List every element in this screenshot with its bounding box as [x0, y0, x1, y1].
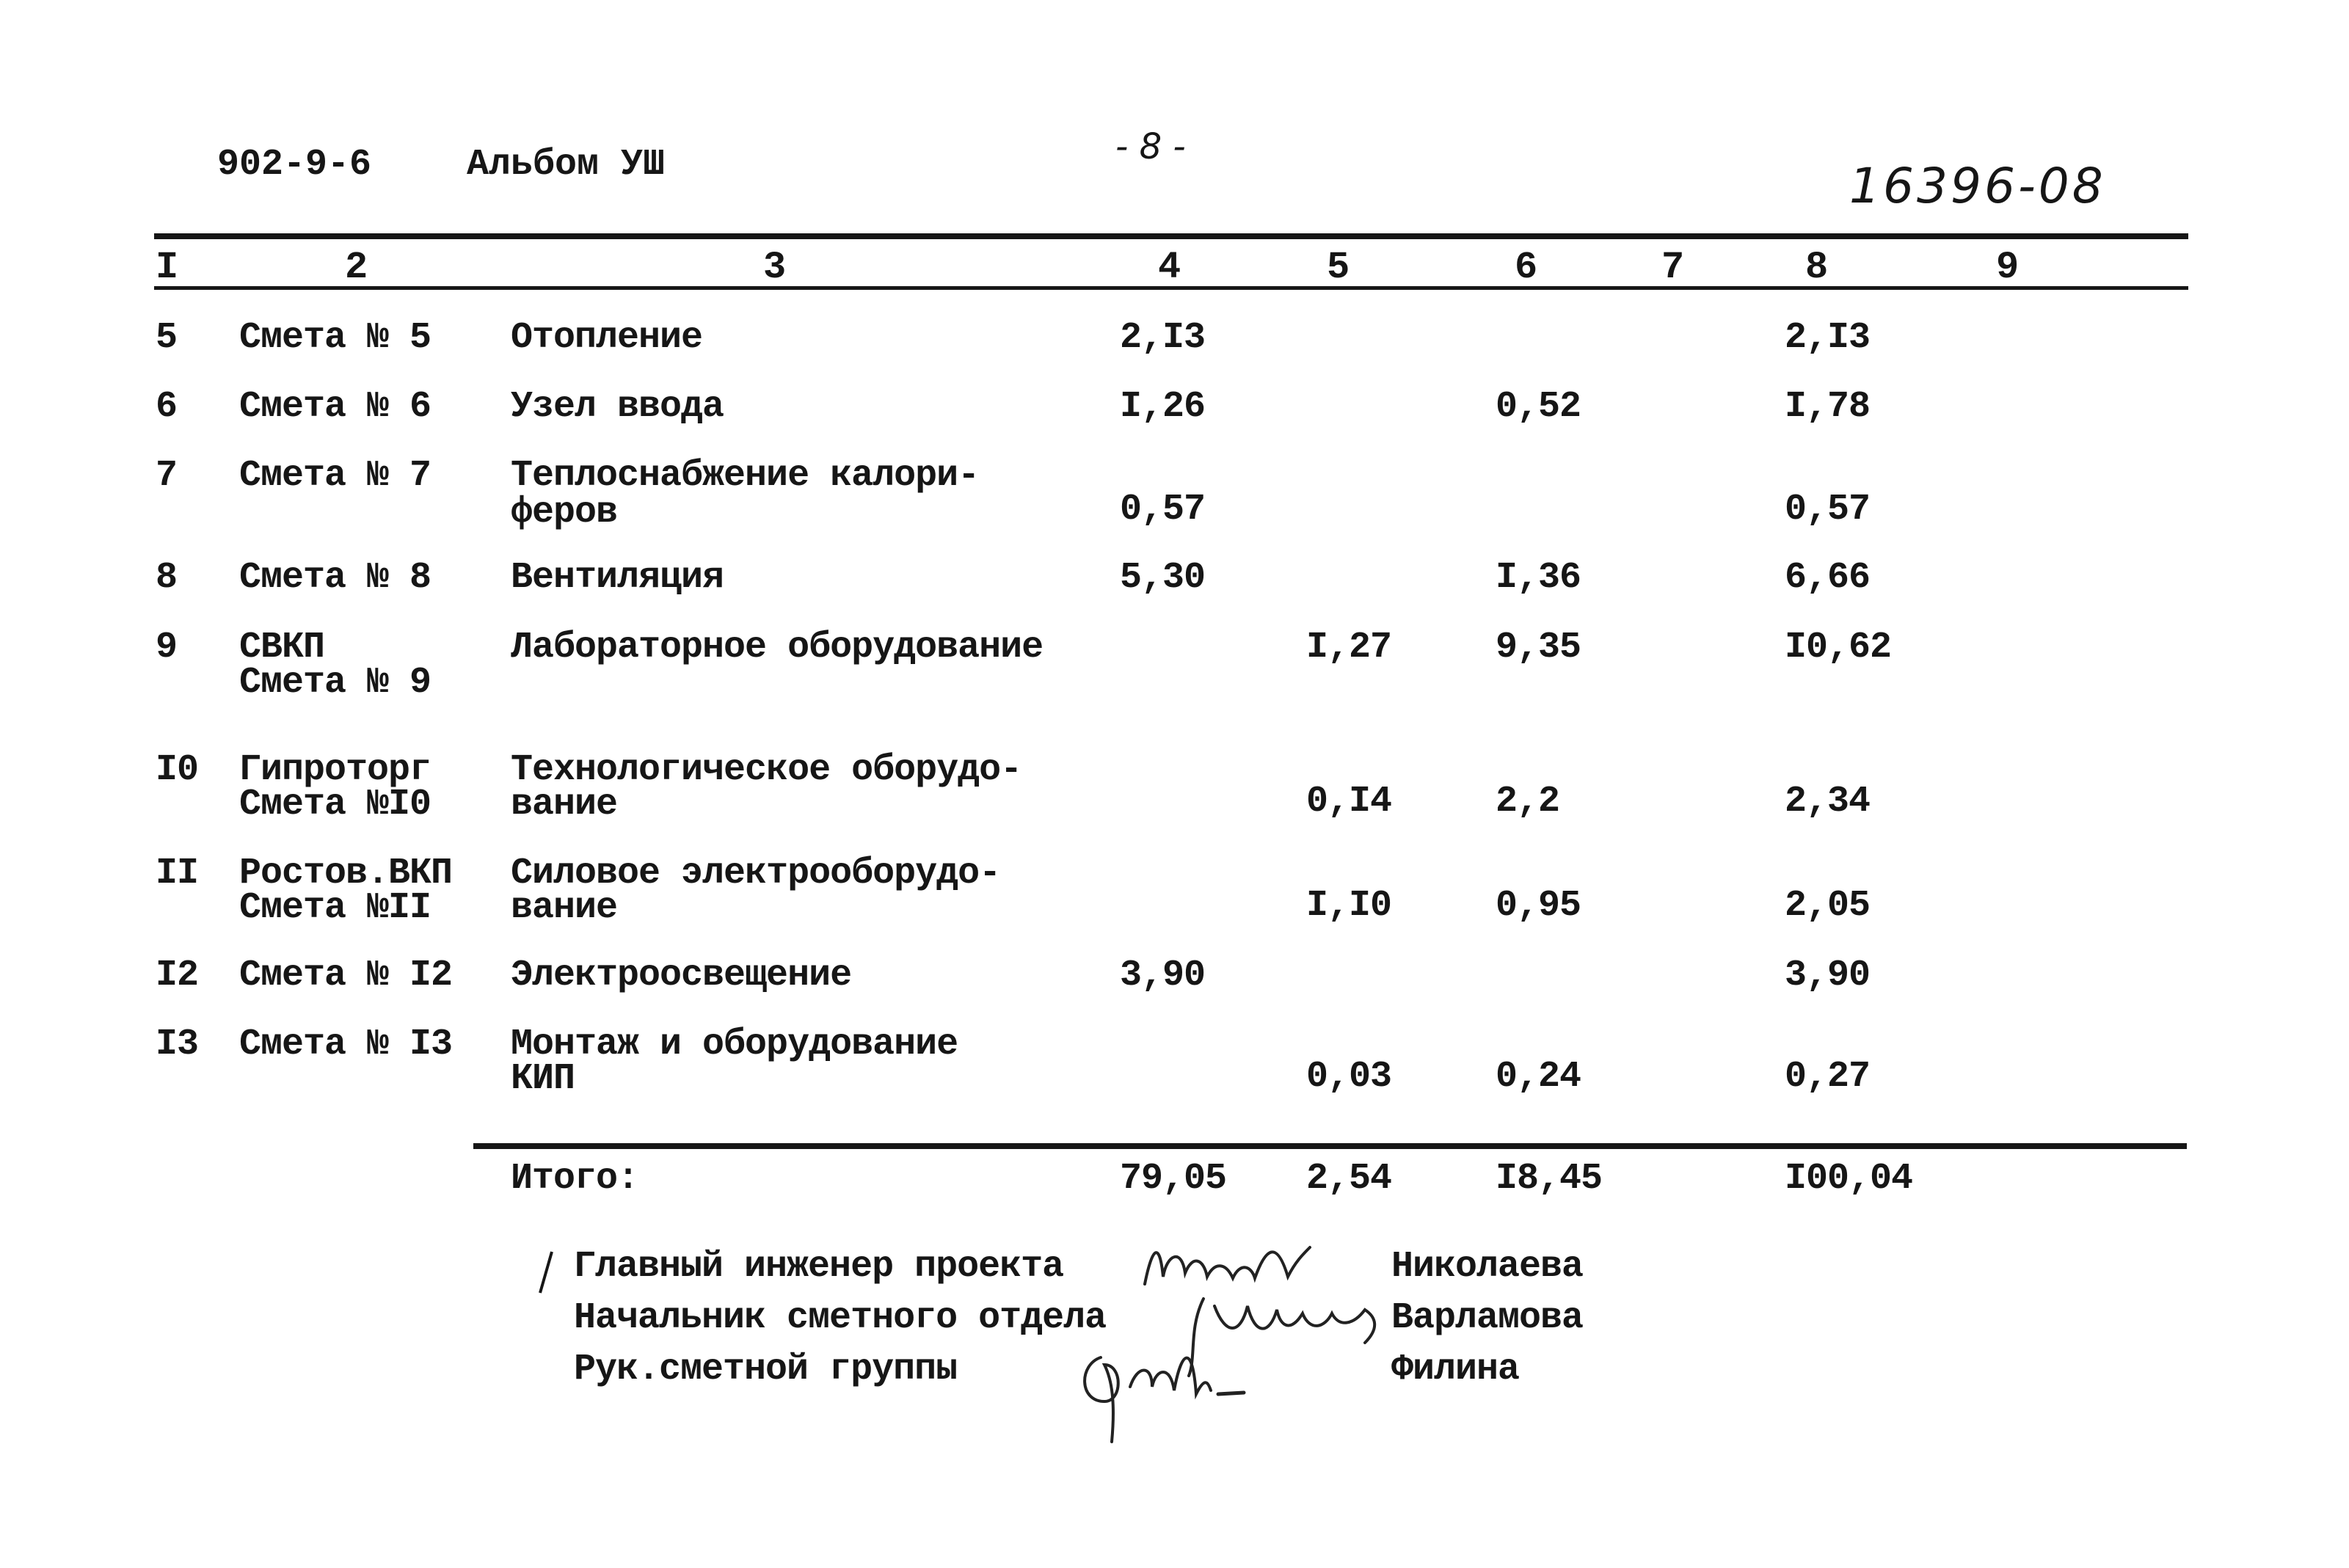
row-source: СВКП — [239, 627, 325, 668]
row-name: Электроосвещение — [511, 955, 852, 996]
total-col5: 2,54 — [1306, 1158, 1392, 1200]
row-name-cont: КИП — [511, 1058, 575, 1100]
signature-name: Филина — [1391, 1349, 1520, 1390]
doc-number: 16396-08 — [1849, 158, 2106, 214]
row-source: Смета № I2 — [239, 955, 453, 996]
row-number: I3 — [156, 1024, 199, 1065]
row-name: Силовое электрооборудо- — [511, 853, 1001, 894]
col-header-1: I — [156, 246, 179, 289]
row-source-cont: Смета № 9 — [239, 662, 431, 704]
col-header-4: 4 — [1158, 246, 1181, 289]
signature-role: Главный инженер проекта — [574, 1246, 1064, 1288]
row-value-col4: 0,57 — [1120, 489, 1206, 530]
row-value-col5: I,I0 — [1306, 885, 1392, 927]
total-col8: I00,04 — [1785, 1158, 1913, 1200]
row-number: 6 — [156, 386, 178, 428]
row-value-col8: 2,I3 — [1785, 317, 1871, 359]
row-name-cont: вание — [511, 784, 618, 825]
row-value-col5: 0,03 — [1306, 1056, 1392, 1098]
row-source: Смета № I3 — [239, 1024, 453, 1065]
row-source: Смета № 8 — [239, 557, 431, 599]
row-value-col5: 0,I4 — [1306, 781, 1392, 823]
page-number: - 8 - — [1115, 126, 1186, 167]
row-value-col6: 0,95 — [1496, 885, 1581, 927]
handwritten-signature-group-head — [1071, 1335, 1262, 1445]
row-value-col8: 2,05 — [1785, 885, 1871, 927]
row-source: Смета № 5 — [239, 317, 431, 359]
row-number: I0 — [156, 749, 199, 791]
document-code: 902-9-6 — [217, 144, 372, 186]
row-source-cont: Смета №II — [239, 887, 431, 929]
total-rule — [473, 1143, 2187, 1149]
row-name: Технологическое оборудо- — [511, 749, 1022, 791]
row-number: 7 — [156, 455, 178, 497]
row-name: Теплоснабжение калори- — [511, 455, 980, 497]
row-name: Отопление — [511, 317, 703, 359]
row-value-col8: 0,57 — [1785, 489, 1871, 530]
row-source-cont: Смета №I0 — [239, 784, 431, 825]
row-name-cont: вание — [511, 887, 618, 929]
total-label: Итого: — [511, 1158, 639, 1200]
col-header-5: 5 — [1327, 246, 1350, 289]
row-source: Смета № 6 — [239, 386, 431, 428]
row-value-col8: I0,62 — [1785, 627, 1892, 668]
row-value-col4: I,26 — [1120, 386, 1206, 428]
signature-name: Николаева — [1391, 1246, 1584, 1288]
row-value-col8: 2,34 — [1785, 781, 1871, 823]
row-value-col4: 3,90 — [1120, 955, 1206, 996]
row-number: II — [156, 853, 199, 894]
row-number: 9 — [156, 627, 178, 668]
row-source: Ростов.ВКП — [239, 853, 453, 894]
row-value-col6: 2,2 — [1496, 781, 1560, 823]
margin-tick-mark — [534, 1247, 556, 1299]
album-label: Альбом УШ — [467, 144, 666, 186]
col-header-7: 7 — [1661, 246, 1685, 289]
row-name: Вентиляция — [511, 557, 724, 599]
row-value-col8: 0,27 — [1785, 1056, 1871, 1098]
row-number: 8 — [156, 557, 178, 599]
col-header-9: 9 — [1996, 246, 2020, 289]
col-header-6: 6 — [1515, 246, 1538, 289]
row-value-col6: 0,24 — [1496, 1056, 1581, 1098]
row-value-col6: 0,52 — [1496, 386, 1581, 428]
total-col4: 79,05 — [1120, 1158, 1227, 1200]
col-header-8: 8 — [1805, 246, 1829, 289]
row-value-col4: 5,30 — [1120, 557, 1206, 599]
col-header-2: 2 — [345, 246, 368, 289]
row-value-col8: 3,90 — [1785, 955, 1871, 996]
row-name: Лабораторное оборудование — [511, 627, 1044, 668]
row-number: I2 — [156, 955, 199, 996]
row-value-col4: 2,I3 — [1120, 317, 1206, 359]
row-value-col6: 9,35 — [1496, 627, 1581, 668]
row-source: Гипроторг — [239, 749, 431, 791]
col-header-3: 3 — [763, 246, 787, 289]
row-value-col8: I,78 — [1785, 386, 1871, 428]
signature-role: Рук.сметной группы — [574, 1349, 958, 1390]
signature-role: Начальник сметного отдела — [574, 1297, 1107, 1339]
row-value-col8: 6,66 — [1785, 557, 1871, 599]
total-col6: I8,45 — [1496, 1158, 1603, 1200]
table-top-rule — [154, 233, 2188, 239]
row-number: 5 — [156, 317, 178, 359]
row-name: Узел ввода — [511, 386, 724, 428]
signature-name: Варламова — [1391, 1297, 1584, 1339]
row-value-col5: I,27 — [1306, 627, 1392, 668]
row-value-col6: I,36 — [1496, 557, 1581, 599]
row-name-cont: феров — [511, 492, 618, 533]
row-name: Монтаж и оборудование — [511, 1024, 958, 1065]
row-source: Смета № 7 — [239, 455, 431, 497]
